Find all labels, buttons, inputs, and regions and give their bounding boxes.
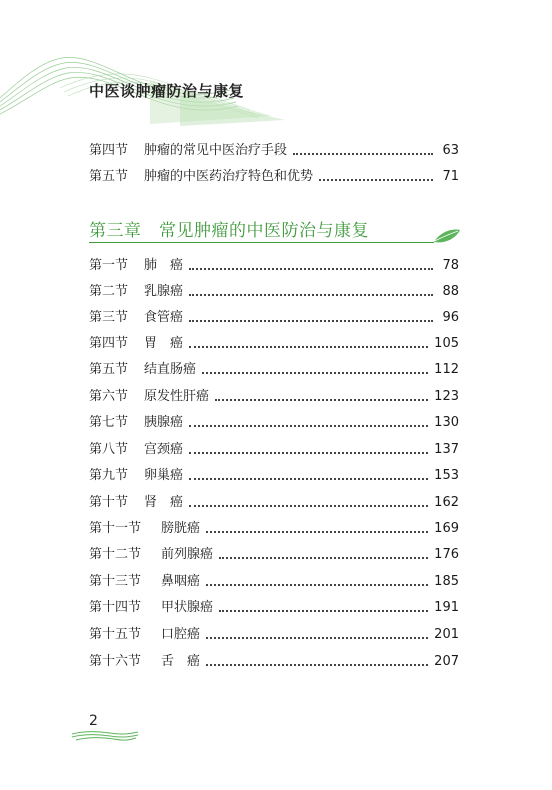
toc-entry-page: 123: [434, 389, 459, 404]
footer-wave-decoration: [70, 728, 140, 744]
toc-entry[interactable]: [89, 282, 459, 302]
leader-dots: [319, 179, 433, 181]
leader-dots: [189, 268, 433, 270]
toc-entry-page: 96: [442, 310, 459, 325]
toc-entry-page: 78: [442, 258, 459, 273]
chapter-label: 第三章: [89, 221, 142, 241]
leader-dots: [189, 478, 428, 480]
leader-dots: [206, 531, 428, 533]
toc-entry-page: 191: [434, 600, 459, 615]
toc-entry-section: 第四节: [89, 336, 129, 351]
toc-entry[interactable]: [89, 387, 459, 407]
leaf-icon: [432, 228, 462, 246]
toc-entry-title: 食管癌: [144, 310, 184, 325]
leader-dots: [189, 425, 428, 427]
leader-dots: [293, 153, 433, 155]
toc-entry-title: 口腔癌: [161, 627, 201, 642]
leader-dots: [189, 452, 428, 454]
toc-entry-section: 第五节: [89, 362, 129, 377]
toc-entry-title: 肺 癌: [144, 258, 184, 273]
toc-entry[interactable]: [89, 572, 459, 592]
chapter-heading-text: [89, 216, 369, 241]
chapter-underline: [89, 242, 434, 243]
toc-entry-page: 185: [434, 574, 459, 589]
toc-entry-section: 第二节: [89, 284, 129, 299]
toc-entry[interactable]: [89, 413, 459, 433]
toc-entry-section: 第三节: [89, 310, 129, 325]
toc-entry-page: 169: [434, 521, 459, 536]
toc-entry[interactable]: [89, 519, 459, 539]
toc-entry[interactable]: [89, 652, 459, 672]
toc-entry-page: 176: [434, 547, 459, 562]
toc-entry[interactable]: [89, 141, 459, 161]
toc-entry-title: 宫颈癌: [144, 442, 184, 457]
toc-entry-page: 105: [434, 336, 459, 351]
toc-entry[interactable]: [89, 308, 459, 328]
leader-dots: [215, 399, 428, 401]
toc-entry-section: 第七节: [89, 415, 129, 430]
toc-entry-page: 153: [434, 468, 459, 483]
toc-entry-title: 肾 癌: [144, 495, 184, 510]
running-title: 中医谈肿瘤防治与康复: [89, 82, 245, 100]
toc-entry-page: 137: [434, 442, 459, 457]
toc-entry[interactable]: [89, 167, 459, 187]
toc-entry-title: 甲状腺癌: [161, 600, 214, 615]
leader-dots: [202, 372, 428, 374]
toc-entry-page: 201: [434, 627, 459, 642]
toc-entry-section: 第一节: [89, 258, 129, 273]
toc-entry[interactable]: [89, 545, 459, 565]
toc-entry-section: 第十四节: [89, 600, 142, 615]
toc-entry[interactable]: [89, 493, 459, 513]
toc-entry-title: 结直肠癌: [144, 362, 197, 377]
toc-entry-title: 胰腺癌: [144, 415, 184, 430]
toc-entry-title: 前列腺癌: [161, 547, 214, 562]
toc-entry-title: 肿瘤的中医药治疗特色和优势: [144, 169, 314, 184]
toc-entry-page: 71: [442, 169, 459, 184]
leader-dots: [219, 610, 428, 612]
leader-dots: [206, 584, 428, 586]
leader-dots: [189, 346, 428, 348]
leader-dots: [189, 505, 428, 507]
toc-entry-section: 第十节: [89, 495, 129, 510]
toc-entry-title: 舌 癌: [161, 654, 201, 669]
toc-entry-page: 162: [434, 495, 459, 510]
toc-entry-section: 第十一节: [89, 521, 142, 536]
toc-entry[interactable]: [89, 256, 459, 276]
toc-entry-page: 112: [434, 362, 459, 377]
toc-entry-section: 第八节: [89, 442, 129, 457]
leader-dots: [189, 320, 433, 322]
toc-entry-title: 卵巢癌: [144, 468, 184, 483]
toc-entry-section: 第十三节: [89, 574, 142, 589]
toc-entry-section: 第五节: [89, 169, 129, 184]
toc-entry-section: 第十二节: [89, 547, 142, 562]
toc-entry-title: 原发性肝癌: [144, 389, 210, 404]
toc-entry-page: 130: [434, 415, 459, 430]
toc-entry-title: 肿瘤的常见中医治疗手段: [144, 143, 288, 158]
toc-entry[interactable]: [89, 598, 459, 618]
toc-entry[interactable]: [89, 466, 459, 486]
toc-entry-section: 第四节: [89, 143, 129, 158]
toc-entry[interactable]: [89, 360, 459, 380]
leader-dots: [219, 557, 428, 559]
toc-entry-section: 第六节: [89, 389, 129, 404]
toc-entry-section: 第九节: [89, 468, 129, 483]
toc-entry[interactable]: [89, 440, 459, 460]
toc-entry-page: 63: [442, 143, 459, 158]
toc-entry-page: 88: [442, 284, 459, 299]
toc-entry-title: 膀胱癌: [161, 521, 201, 536]
toc-entry-title: 胃 癌: [144, 336, 184, 351]
toc-entry-title: 鼻咽癌: [161, 574, 201, 589]
chapter-heading[interactable]: [89, 214, 459, 244]
leader-dots: [189, 294, 433, 296]
leader-dots: [206, 664, 428, 666]
toc-entry-section: 第十五节: [89, 627, 142, 642]
page-number: 2: [89, 713, 98, 729]
chapter-title: 常见肿瘤的中医防治与康复: [159, 221, 369, 241]
toc-entry-title: 乳腺癌: [144, 284, 184, 299]
toc-entry-page: 207: [434, 654, 459, 669]
leader-dots: [206, 637, 428, 639]
toc-entry-section: 第十六节: [89, 654, 142, 669]
toc-entry[interactable]: [89, 625, 459, 645]
toc-entry[interactable]: [89, 334, 459, 354]
